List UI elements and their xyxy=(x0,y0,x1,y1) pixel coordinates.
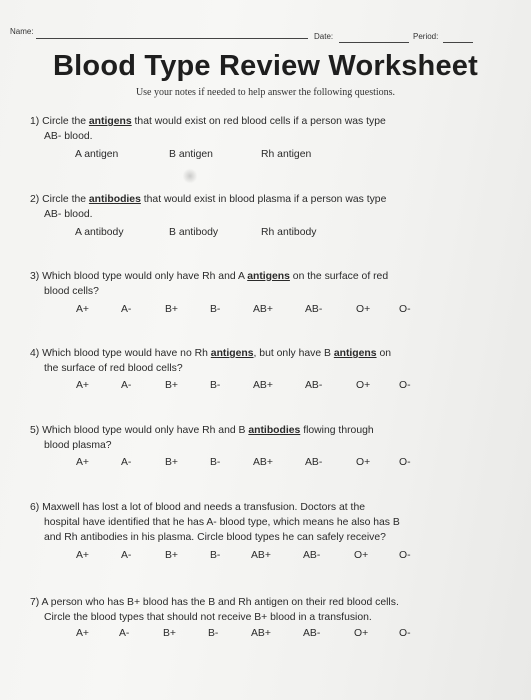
question-3-line-1: 3) Which blood type would only have Rh and A antigens on the surface of red xyxy=(30,271,389,282)
q7-option[interactable]: O- xyxy=(399,628,411,639)
q6-option[interactable]: AB- xyxy=(303,550,321,561)
question-6-line-2: hospital have identified that he has A- blood type, which means he also has B xyxy=(44,517,400,528)
q5-option[interactable]: B+ xyxy=(165,457,178,468)
q1-option[interactable]: Rh antigen xyxy=(261,149,312,160)
period-label: Period: xyxy=(413,32,439,41)
q3-option[interactable]: AB+ xyxy=(253,304,273,315)
q3-option[interactable]: AB- xyxy=(305,304,323,315)
q7-option[interactable]: O+ xyxy=(354,628,369,639)
q6-option[interactable]: O- xyxy=(399,550,411,561)
q7-option[interactable]: A- xyxy=(119,628,130,639)
q4-option[interactable]: O+ xyxy=(356,380,371,391)
q4-option[interactable]: A+ xyxy=(76,380,89,391)
q6-option[interactable]: AB+ xyxy=(251,550,271,561)
q2-option[interactable]: Rh antibody xyxy=(261,227,317,238)
instructions: Use your notes if needed to help answer the following questions. xyxy=(135,87,396,98)
q7-option[interactable]: AB- xyxy=(303,628,321,639)
q3-option[interactable]: A+ xyxy=(76,304,89,315)
question-4-line-2: the surface of red blood cells? xyxy=(44,363,183,374)
q7-option[interactable]: B+ xyxy=(163,628,176,639)
q3-option[interactable]: O- xyxy=(399,304,411,315)
q6-option[interactable]: B- xyxy=(210,550,221,561)
question-7-line-1: 7) A person who has B+ blood has the B and Rh antigen on their red blood cells. xyxy=(30,597,399,608)
period-blank xyxy=(443,42,473,43)
question-7-line-2: Circle the blood types that should not receive B+ blood in a transfusion. xyxy=(44,612,372,623)
question-5-line-2: blood plasma? xyxy=(44,440,112,451)
question-3-line-2: blood cells? xyxy=(44,286,99,297)
question-5-line-1: 5) Which blood type would only have Rh and B antibodies flowing through xyxy=(30,425,374,436)
q1-option[interactable]: A antigen xyxy=(75,149,119,160)
q5-option[interactable]: A+ xyxy=(76,457,89,468)
question-1-line-1: 1) Circle the antigens that would exist on red blood cells if a person was type xyxy=(30,116,386,127)
date-blank xyxy=(339,42,409,43)
question-6-line-3: and Rh antibodies in his plasma. Circle blood types he can safely receive? xyxy=(44,532,386,543)
q4-option[interactable]: B- xyxy=(210,380,221,391)
q4-option[interactable]: O- xyxy=(399,380,411,391)
q4-option[interactable]: B+ xyxy=(165,380,178,391)
q3-option[interactable]: A- xyxy=(121,304,132,315)
q4-option[interactable]: AB+ xyxy=(253,380,273,391)
question-2-line-1: 2) Circle the antibodies that would exist in blood plasma if a person was type xyxy=(30,194,387,205)
q2-option[interactable]: B antibody xyxy=(169,227,219,238)
date-label: Date: xyxy=(314,32,334,41)
name-blank xyxy=(36,38,308,39)
page-title: Blood Type Review Worksheet xyxy=(53,50,478,82)
question-1-line-2: AB- blood. xyxy=(44,131,93,142)
q7-option[interactable]: AB+ xyxy=(251,628,271,639)
q5-option[interactable]: O+ xyxy=(356,457,371,468)
smudge-mark xyxy=(183,168,197,184)
q2-option[interactable]: A antibody xyxy=(75,227,124,238)
q4-option[interactable]: A- xyxy=(121,380,132,391)
question-2-line-2: AB- blood. xyxy=(44,209,93,220)
question-4-line-1: 4) Which blood type would have no Rh antigens, but only have B antigens on xyxy=(30,348,392,359)
question-6-line-1: 6) Maxwell has lost a lot of blood and needs a transfusion. Doctors at the xyxy=(30,502,365,513)
q5-option[interactable]: AB+ xyxy=(253,457,273,468)
q3-option[interactable]: B- xyxy=(210,304,221,315)
q5-option[interactable]: B- xyxy=(210,457,221,468)
q6-option[interactable]: A- xyxy=(121,550,132,561)
q6-option[interactable]: A+ xyxy=(76,550,89,561)
q4-option[interactable]: AB- xyxy=(305,380,323,391)
q5-option[interactable]: O- xyxy=(399,457,411,468)
q7-option[interactable]: A+ xyxy=(76,628,89,639)
q5-option[interactable]: A- xyxy=(121,457,132,468)
q6-option[interactable]: B+ xyxy=(165,550,178,561)
name-label: Name: xyxy=(10,27,34,36)
q3-option[interactable]: B+ xyxy=(165,304,178,315)
q5-option[interactable]: AB- xyxy=(305,457,323,468)
q1-option[interactable]: B antigen xyxy=(169,149,213,160)
q3-option[interactable]: O+ xyxy=(356,304,371,315)
q6-option[interactable]: O+ xyxy=(354,550,369,561)
q7-option[interactable]: B- xyxy=(208,628,219,639)
